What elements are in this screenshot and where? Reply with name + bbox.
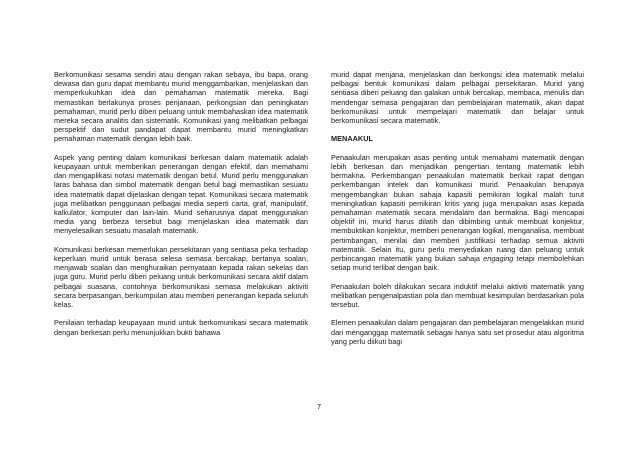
left-column [54,70,308,337]
right-column [331,70,584,346]
paragraph-reasoning-elements: Elemen penaakulan dalam pengajaran dan pembelajaran mengelakkan murid dari menganggap matematik sebagai hanya satu set prosedur atau algoritma yang perlu diikuti bagi [331,318,584,346]
paragraph-reasoning-importance [331,153,584,273]
paragraph-reasoning-inductive: Penaakulan boleh dilakukan secara induktif melalui aktiviti matematik yang melibatkan pengenalpastian pola dan membuat kesimpulan berdasarkan pola tersebut. [331,281,584,310]
paragraph-communication-aspects: Aspek yang penting dalam komunikasi berkesan dalam matematik adalah keupayaan untuk memberikan penerangan dengan efektif, dan memahami dan mengaplikasi notasi matematik dengan betul. Murid perlu menggunakan laras bahasa dan simbol matematik dengan betul bagi memastikan sesuatu idea matematik dapat dijelaskan dengan tepat. Komunikasi secara matematik juga melibatkan penggunaan pelbagai media seperti carta, graf, manipulatif, kalkulator, komputer dan lain-lain. Murid seharusnya dapat menggunakan media yang berbeza tersebut bagi menjelaskan idea matematik dan menyelesaikan sesuatu masalah matematik. [54,152,308,236]
paragraph-reasoning-importance-text: Penaakulan merupakan asas penting untuk memahami matematik dengan lebih berkesan dan menjadikan pengertian tentang matematik lebih bermakna. Perkembangan penaakulan matematik berkait rapat dengan perkembangan intelek dan komunikasi murid. Penaakulan berupaya mengembangkan bukan sahaja kapasiti pemikiran logikal malah turut meningkatkan kapasiti pemikiran kritis yang juga merupakan asas kepada pemahaman matematik secara mendalam dan bermakna. Bagi mencapai objektif ini, murid harus dilatih dan dibimbing untuk membuat konjektur, membuktikan konjektur, memberi penerangan logikal, menganalisa, membuat pertimbangan, menilai dan memberi justifikasi terhadap semua aktiviti matematik. Selain itu, guru perlu menyediakan ruang dan peluang untuk perbincangan matematik yang bukan sahaja [331,152,584,264]
paragraph-communication-intro: Berkomunikasi sesama sendiri atau dengan rakan sebaya, ibu bapa, orang dewasa dan guru dapat membantu murid menggambarkan, menjelaskan dan memperkukuhkan idea dan pemahaman matematik mereka. Bagi memastikan berlakunya proses penjanaan, perkongsian dan peningkatan pemahaman, murid perlu diberi peluang untuk membahaskan idea matematik mereka secara analitis dan sistematik. Komunikasi yang melibatkan pelbagai perspektif dan sudut pandapat dapat membantu murid meningkatkan pemahaman matematik dengan lebih baik. [54,70,308,144]
page-number: 7 [316,402,322,411]
paragraph-communication-continued: murid dapat menjana, menjelaskan dan berkongsi idea matematik melalui pelbagai bentuk komunikasi dalam pelbagai persekitaran. Murid yang sentiasa diberi peluang dan galakan untuk bercakap, membaca, menulis dan mendengar semasa pengajaran dan pembelajaran matematik, akan dapat berkomunikasi untuk mempelajari matematik dan belajar untuk berkomunikasi secara matematik. [331,70,584,126]
section-heading-menaakul: MENAAKUL [331,134,374,144]
paragraph-communication-environment: Komunikasi berkesan memerlukan persekitaran yang sentiasa peka terhadap keperluan murid untuk berasa selesa semasa bercakap, bertanya soalan, menjawab soalan dan menghuraikan pernyataan kepada rakan sekelas dan juga guru. Murid perlu diberi peluang untuk berkomunikasi secara aktif dalam pelbagai suasana, contohnya berkomunikasi semasa melakukan aktiviti secara berpasangan, berkumpulan atau memberi penerangan kepada seluruh kelas. [54,244,308,310]
emphasis-engaging: engaging [483,254,514,264]
paragraph-communication-assessment: Penilaian terhadap keupayaan murid untuk berkomunikasi secara matematik dengan berkesan perlu menunjukkan bukti bahawa [54,318,308,337]
paragraph-reasoning-importance-tail: tetapi membolehkan setiap murid terlibat dengan baik. [331,254,584,273]
